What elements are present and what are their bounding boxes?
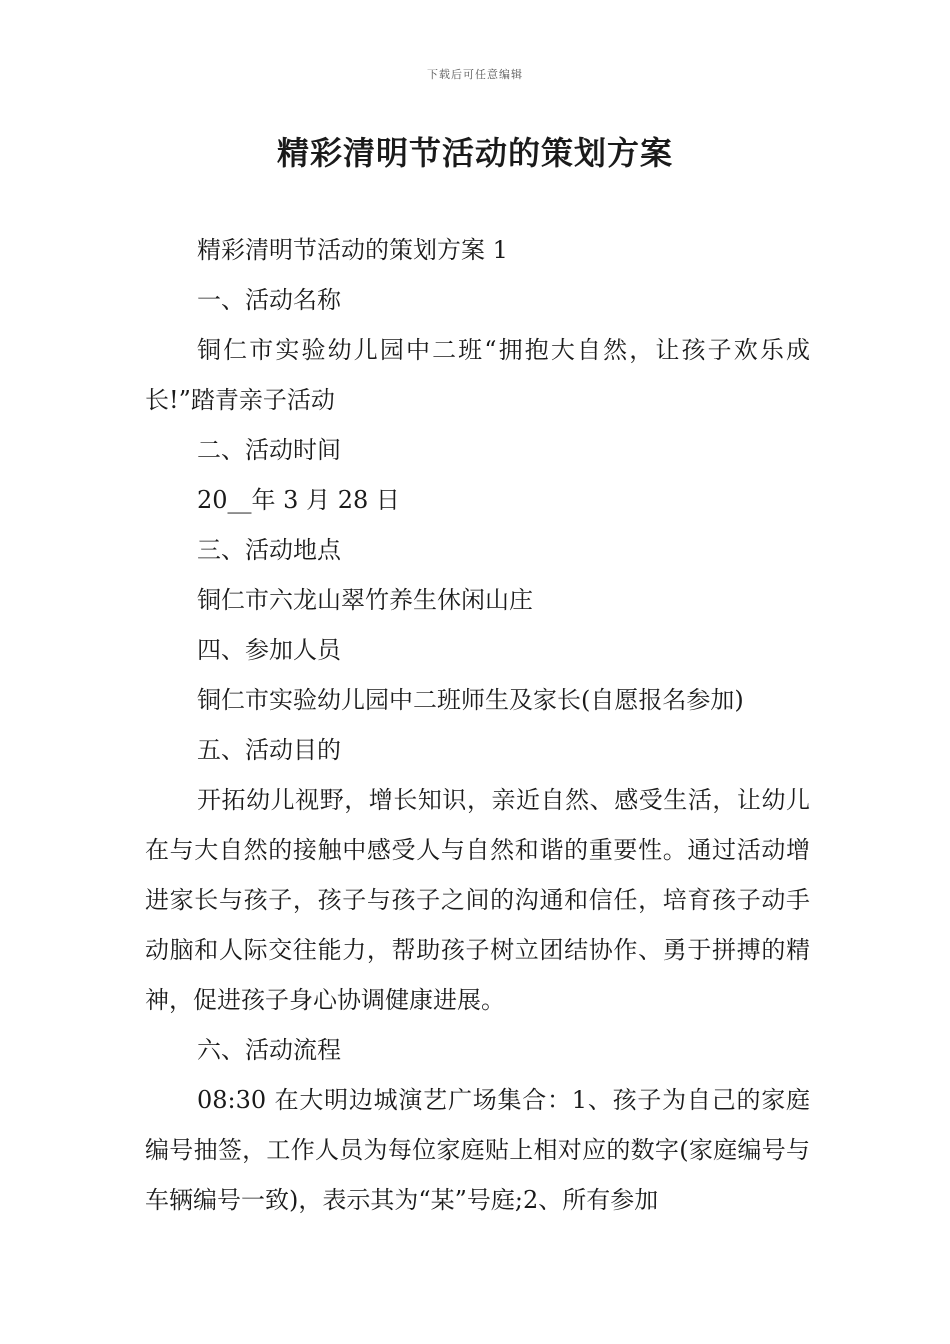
plan-subtitle: 精彩清明节活动的策划方案 1 bbox=[197, 236, 508, 264]
document-body bbox=[145, 225, 810, 1225]
page-header-note: 下载后可任意编辑 bbox=[427, 68, 523, 81]
document-title: 精彩清明节活动的策划方案 bbox=[276, 134, 673, 172]
activity-name-text: 铜仁市实验幼儿园中二班“拥抱大自然，让孩子欢乐成长!”踏青亲子活动 bbox=[145, 336, 810, 414]
section-heading-purpose: 五、活动目的 bbox=[197, 736, 341, 764]
section-heading-participants: 四、参加人员 bbox=[197, 636, 341, 664]
purpose-text: 开拓幼儿视野，增长知识，亲近自然、感受生活，让幼儿在与大自然的接触中感受人与自然和谐的重要性。通过活动增进家长与孩子，孩子与孩子之间的沟通和信任，培育孩子动手动脑和人际交往能力，帮助孩子树立团结协作、勇于拼搏的精神，促进孩子身心协调健康进展。 bbox=[145, 786, 810, 1014]
section-heading-time: 二、活动时间 bbox=[197, 436, 341, 464]
activity-location-text: 铜仁市六龙山翠竹养生休闲山庄 bbox=[197, 586, 533, 614]
activity-time-text: 20__年 3 月 28 日 bbox=[197, 486, 400, 514]
process-text: 08:30 在大明边城演艺广场集合：1、孩子为自己的家庭编号抽签，工作人员为每位家庭贴上相对应的数字(家庭编号与车辆编号一致)，表示其为“某”号庭;2、所有参加 bbox=[145, 1086, 810, 1214]
section-heading-process: 六、活动流程 bbox=[197, 1036, 341, 1064]
section-heading-name: 一、活动名称 bbox=[197, 286, 341, 314]
participants-text: 铜仁市实验幼儿园中二班师生及家长(自愿报名参加) bbox=[197, 686, 744, 714]
section-heading-location: 三、活动地点 bbox=[197, 536, 341, 564]
